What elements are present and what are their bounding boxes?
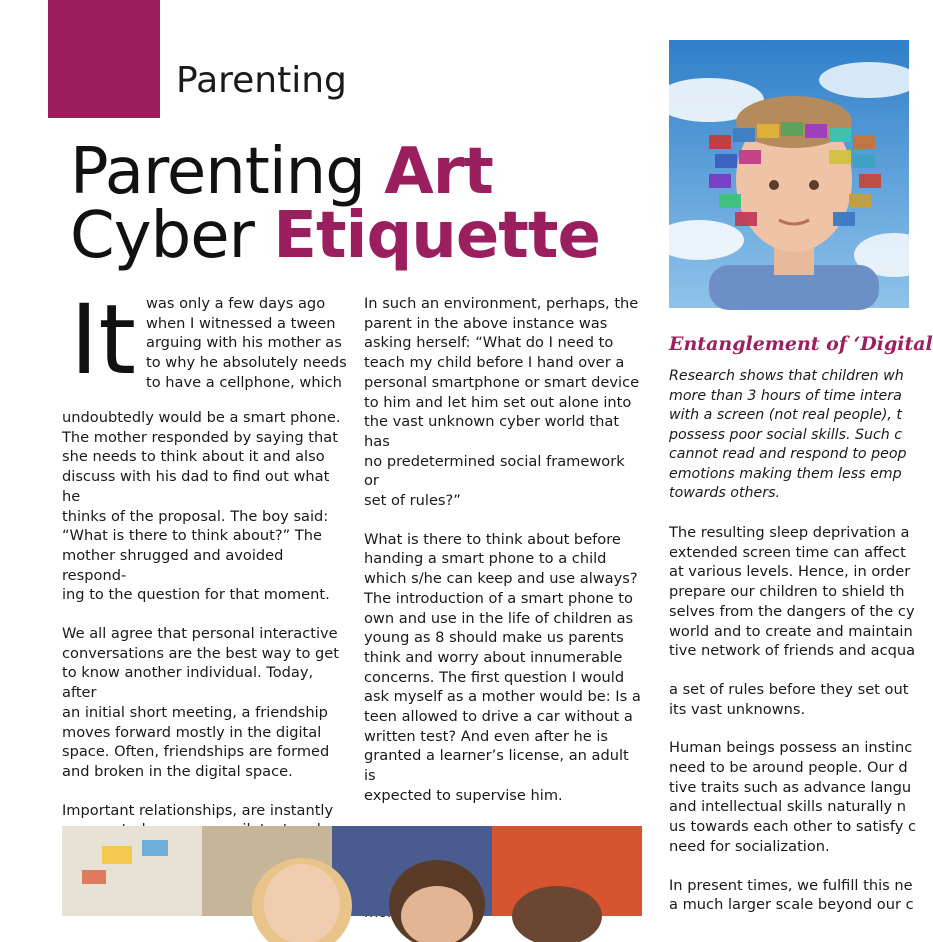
paragraph <box>669 738 917 856</box>
text-line: teach my child before I hand over a <box>364 354 625 372</box>
text-line: need for socialization. <box>669 837 830 855</box>
text-line: the vast unknown cyber world that has <box>364 413 620 450</box>
text-line: a much larger scale beyond our c <box>669 896 914 914</box>
text-line: no predetermined social framework or <box>364 452 625 490</box>
text-line: extended screen time can affect <box>669 543 906 561</box>
paragraph <box>669 876 914 915</box>
text-line: with a screen (not real people), t <box>669 407 902 423</box>
text-line: mother shrugged and avoided respond- <box>62 546 284 584</box>
text-line: need to be around people. Our d <box>669 759 908 777</box>
text-line: own and use in the life of children as <box>364 609 634 627</box>
paragraph <box>62 624 348 782</box>
text-line: granted a learner’s license, an adult is <box>364 747 629 785</box>
text-line: set of rules?” <box>364 492 461 510</box>
headline-word-parenting: Parenting <box>70 135 365 209</box>
headline-word-cyber: Cyber <box>70 199 254 273</box>
text-line: ing to the question for that moment. <box>62 586 330 604</box>
text-line: young as 8 should make us parents <box>364 629 624 647</box>
text-line: teen allowed to drive a car without a <box>364 708 633 726</box>
text-line: undoubtedly would be a smart phone. <box>62 409 341 426</box>
text-line: towards others. <box>669 485 780 501</box>
text-line: Important relationships, are instantly <box>62 801 334 819</box>
text-line: when I witnessed a tween <box>146 314 336 332</box>
text-line: expected to supervise him. <box>364 786 563 804</box>
paragraph <box>364 530 642 806</box>
lead-text <box>146 294 350 393</box>
boy-screens-photo <box>669 40 909 308</box>
text-line: handing a smart phone to a child <box>364 550 607 568</box>
text-line: cannot read and respond to peop <box>669 446 907 462</box>
text-line: asking herself: “What do I need to <box>364 334 614 352</box>
text-line: emotions making them less emp <box>669 465 902 482</box>
text-line: concerns. The first question I would <box>364 668 625 686</box>
text-line: written test? And even after he is <box>364 727 609 745</box>
text-line: personal smartphone or smart device <box>364 373 640 391</box>
text-line: which s/he can keep and use always? <box>364 570 638 588</box>
text-line: to why he absolutely needs <box>146 354 347 372</box>
text-line: was only a few days ago <box>146 295 326 312</box>
text-line: arguing with his mother as <box>146 334 342 352</box>
text-line: its vast unknowns. <box>669 700 806 718</box>
text-line: discuss with his dad to find out what he <box>62 468 330 505</box>
text-line: a set of rules before they set out <box>669 680 909 698</box>
article-column-1 <box>62 284 348 898</box>
sidebar-heading: Entanglement of ‘Digital <box>669 333 933 355</box>
text-line: The resulting sleep deprivation a <box>669 524 910 541</box>
text-line: tive network of friends and acqua <box>669 642 916 660</box>
text-line: more than 3 hours of time intera <box>669 387 902 404</box>
text-line: and intellectual skills naturally n <box>669 798 907 816</box>
text-line: to him and let him set out alone into <box>364 393 632 411</box>
text-line: us towards each other to satisfy c <box>669 818 917 836</box>
text-line: The introduction of a smart phone to <box>364 589 633 607</box>
text-line: selves from the dangers of the cy <box>669 602 915 620</box>
paragraph <box>62 408 348 605</box>
text-line: at various levels. Hence, in order <box>669 563 911 581</box>
text-line: an initial short meeting, a friendship <box>62 703 328 721</box>
paragraph <box>669 680 909 719</box>
text-line: Human beings possess an instinc <box>669 739 913 757</box>
headline-line-1 <box>70 135 600 209</box>
text-line: ask myself as a mother would be: Is a <box>364 688 641 706</box>
opening-paragraph <box>62 284 348 408</box>
article-headline <box>70 135 600 273</box>
drop-cap: It <box>70 284 136 396</box>
text-line: “What is there to think about?” The <box>62 527 322 545</box>
text-line: prepare our children to shield th <box>669 583 905 601</box>
text-line: In such an environment, perhaps, the <box>364 295 639 312</box>
text-line: possess poor social skills. Such c <box>669 426 903 443</box>
text-line: Research shows that children wh <box>669 368 904 384</box>
text-line: moves forward mostly in the digital <box>62 723 322 741</box>
text-line: space. Often, friendships are formed <box>62 743 330 761</box>
headline-line-2 <box>70 199 600 273</box>
text-line: What is there to think about before <box>364 530 621 548</box>
text-line: We all agree that personal interactive <box>62 625 338 643</box>
text-line: In present times, we fulfill this ne <box>669 876 913 894</box>
sidebar-research-quote <box>669 367 907 504</box>
text-line: conversations are the best way to get <box>62 644 340 662</box>
headline-word-art: Art <box>384 135 493 209</box>
paragraph <box>364 294 642 511</box>
text-line: The mother responded by saying that <box>62 428 338 446</box>
text-line: thinks of the proposal. The boy said: <box>62 507 329 525</box>
text-line: she needs to think about it and also <box>62 448 325 466</box>
text-line: tive traits such as advance langu <box>669 778 912 796</box>
children-classroom-photo <box>62 826 642 916</box>
text-line: think and worry about innumerable <box>364 648 623 666</box>
text-line: and broken in the digital space. <box>62 762 293 780</box>
text-line: to have a cellphone, which <box>146 373 342 391</box>
paragraph <box>669 523 916 661</box>
section-label: Parenting <box>176 60 347 101</box>
section-accent-square <box>48 0 160 118</box>
article-column-3 <box>669 523 917 934</box>
text-line: parent in the above instance was <box>364 314 608 332</box>
headline-word-etiquette: Etiquette <box>273 199 600 273</box>
text-line: to know another individual. Today, after <box>62 664 314 702</box>
text-line: world and to create and maintain <box>669 622 913 640</box>
